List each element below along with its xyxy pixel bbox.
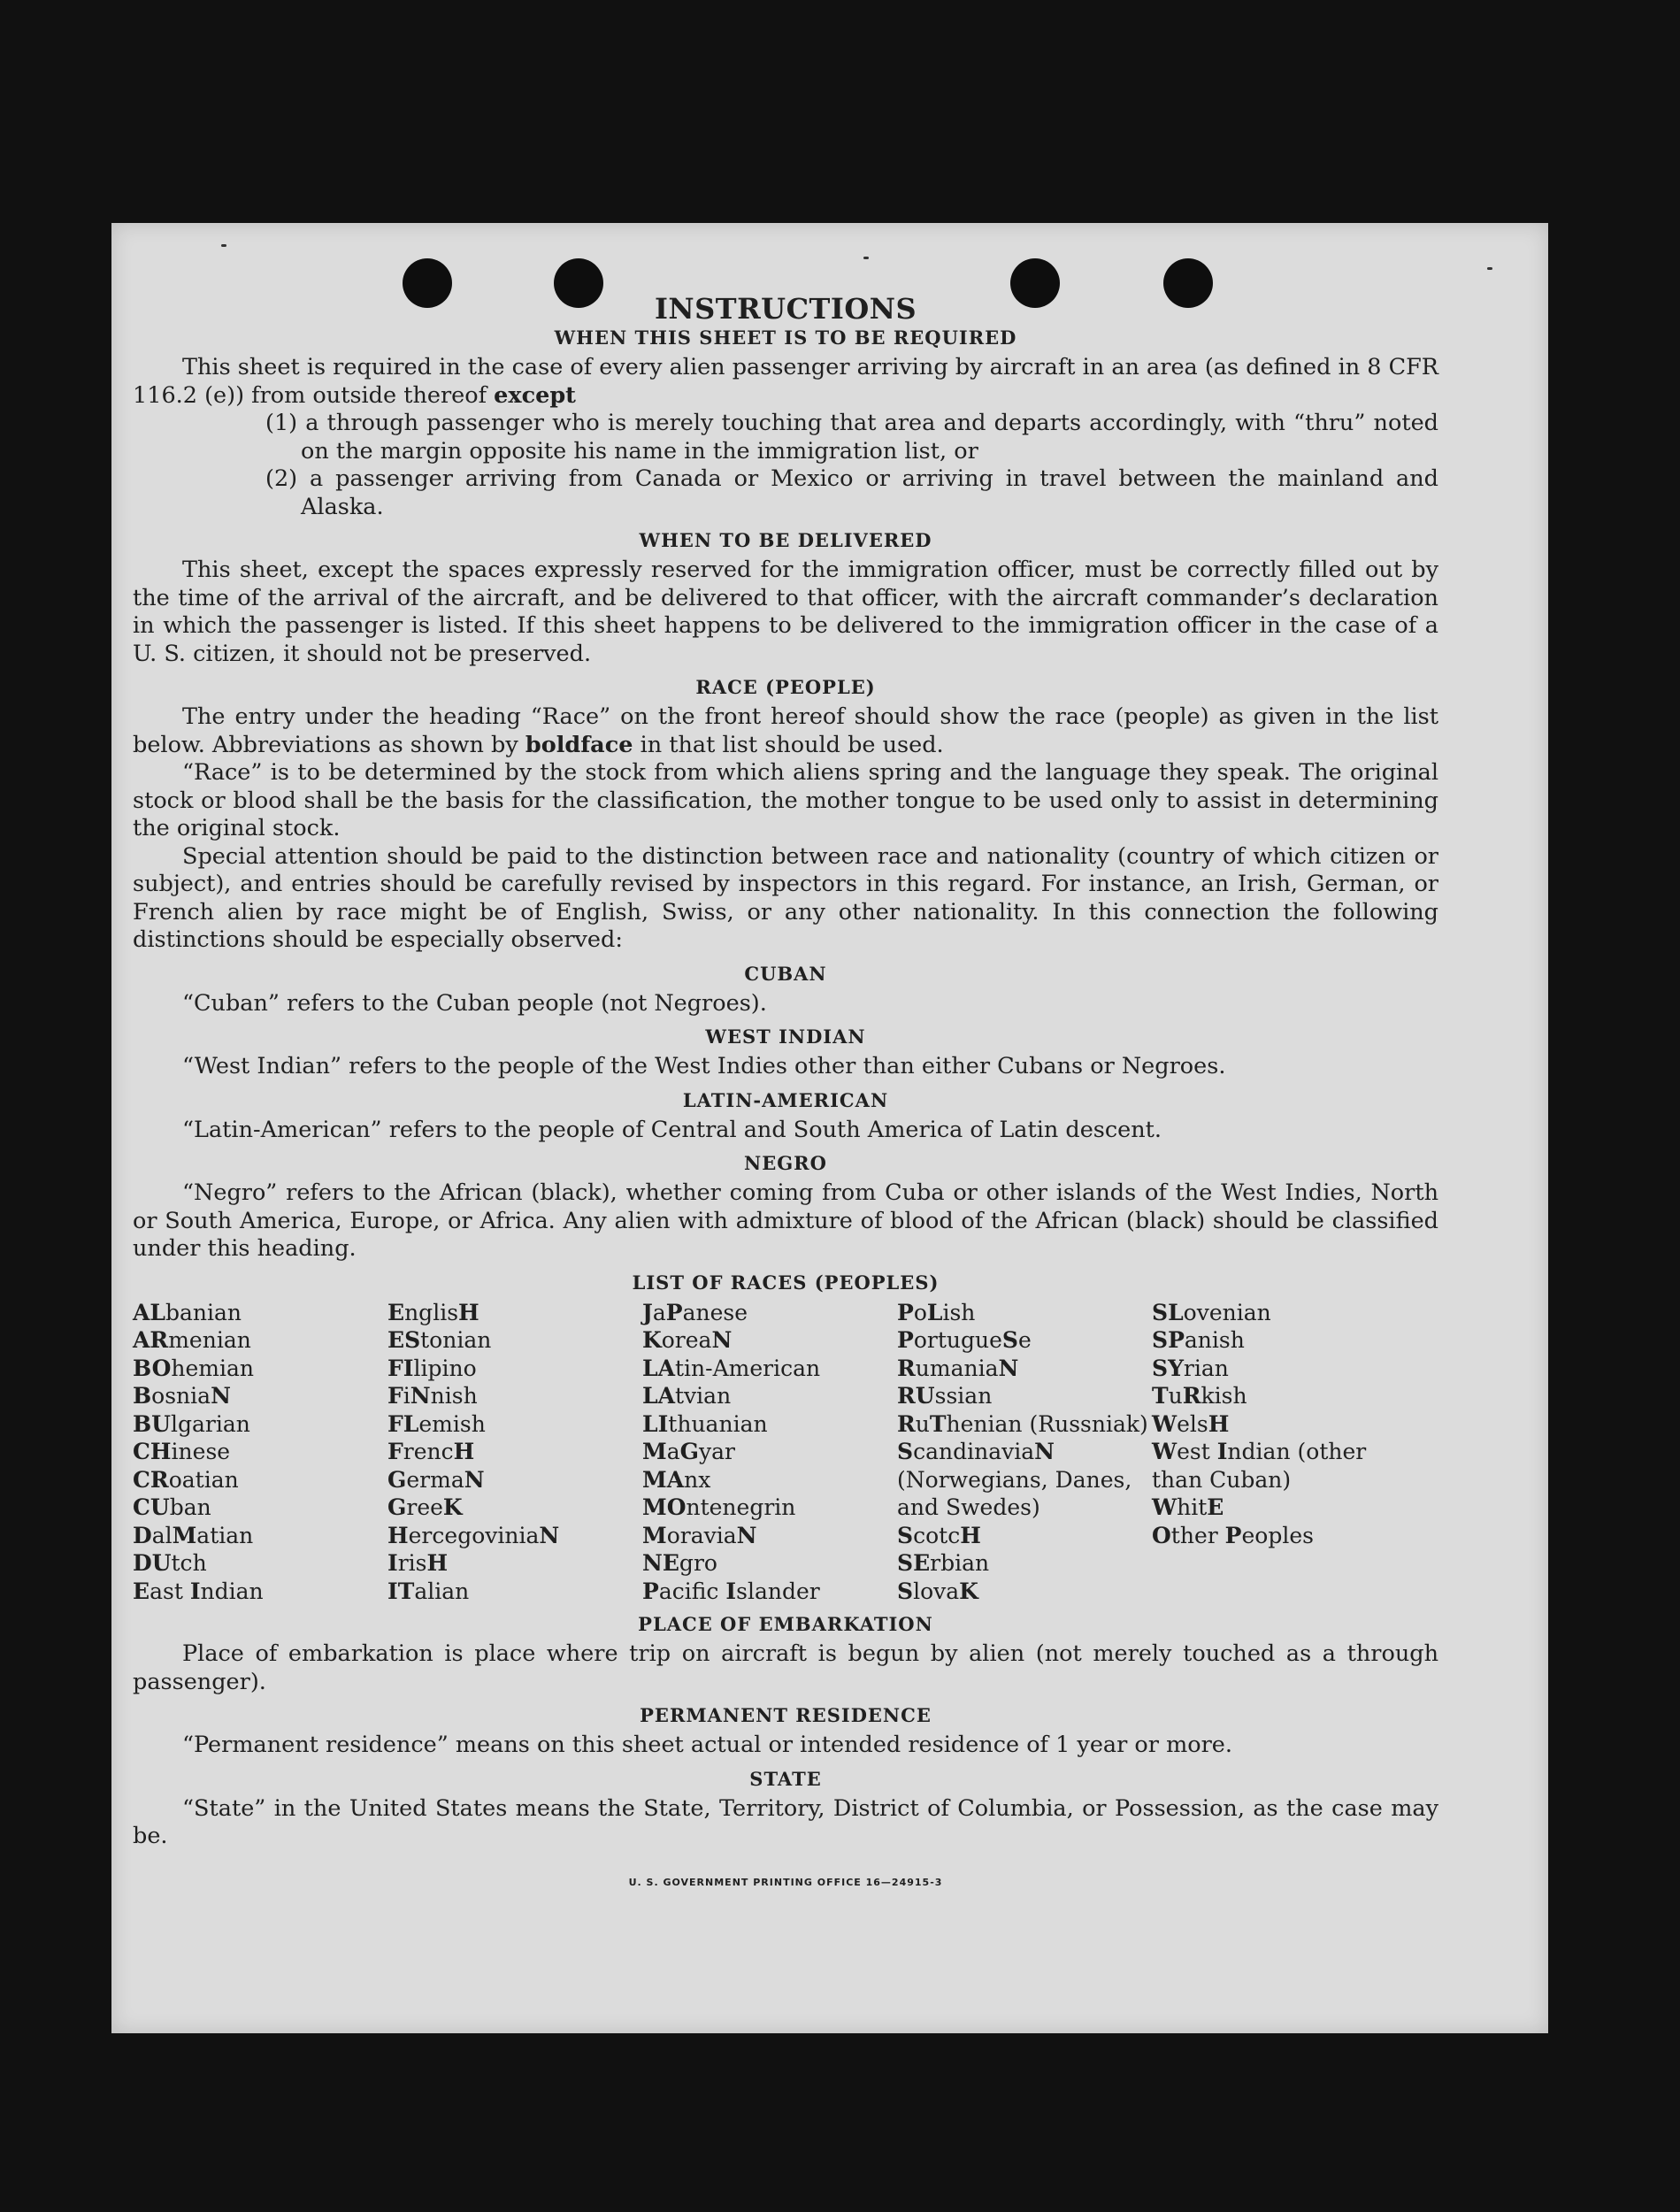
bold-term: except (494, 381, 576, 409)
paragraph: “Race” is to be determined by the stock from which aliens spring and the language they speak. The original stock or blood shall be the basis for the classification, the mother tongue to be used only to assist in determining the original stock. (133, 759, 1438, 841)
race-entry: LAtvian (642, 1383, 732, 1409)
race-entry: BosniaN (133, 1383, 231, 1409)
section-heading: NEGRO (744, 1152, 827, 1174)
races-column (897, 1299, 1152, 1606)
paragraph: Place of embarkation is place where trip on aircraft is begun by alien (not merely touched as a through passenger). (133, 1640, 1438, 1695)
races-list (133, 1299, 1438, 1606)
race-entry: RumaniaN (897, 1355, 1019, 1381)
race-entry: CRoatian (133, 1466, 239, 1493)
paragraph: Special attention should be paid to the distinction between race and nationality (country of which citizen or subject), and entries should be carefully revised by inspectors in this regard. For instance, an Irish, German, or French alien by race might be of English, Swiss, or any other nationality. In this connection the following distinctions should be especially observed: (133, 842, 1438, 953)
paragraph: “Latin-American” refers to the people of Central and South America of Latin descent. (182, 1116, 1162, 1143)
paragraph (133, 703, 1438, 759)
race-entry: CHinese (133, 1439, 231, 1464)
race-entry: RUssian (897, 1383, 993, 1409)
race-entry: ITalian (387, 1578, 470, 1604)
section-heading: LATIN-AMERICAN (682, 1088, 889, 1111)
race-entry: JaPanese (642, 1299, 748, 1325)
bold-term: boldface (525, 731, 633, 758)
race-entry: BOhemian (133, 1355, 255, 1381)
race-entry: BUlgarian (133, 1410, 250, 1437)
printer-imprint: U. S. GOVERNMENT PRINTING OFFICE 16—24915-3 (628, 1876, 943, 1888)
section-heading: PLACE OF EMBARKATION (638, 1613, 933, 1635)
race-entry: IrisH (387, 1550, 449, 1576)
section-heading: WHEN TO BE DELIVERED (639, 529, 932, 551)
race-entry: SlovaK (897, 1578, 978, 1604)
paragraph-text: The entry under the heading “Race” on the front hereof should show the race (people) as given in the list below. Abbreviations as shown by (133, 703, 1438, 758)
race-entry: HercegoviniaN (387, 1522, 560, 1548)
race-entry: SPanish (1152, 1327, 1245, 1353)
race-entry: ALbanian (133, 1299, 242, 1325)
section-heading: STATE (749, 1767, 822, 1790)
race-entry: LAtin-American (642, 1355, 821, 1381)
race-entry: KoreaN (642, 1327, 733, 1353)
race-entry: MOntenegrin (642, 1494, 796, 1520)
race-entry: GermaN (387, 1466, 485, 1493)
section-heading: LIST OF RACES (PEOPLES) (632, 1271, 940, 1294)
race-entry: LIthuanian (642, 1410, 768, 1437)
race-entry: CUban (133, 1494, 211, 1520)
paragraph: “State” in the United States means the State, Territory, District of Columbia, or Possession, as the case may be. (133, 1794, 1438, 1849)
paragraph (133, 354, 1438, 410)
instructions-body (133, 292, 1438, 1896)
race-entry: DUtch (133, 1550, 207, 1576)
race-entry: NEgro (642, 1550, 717, 1576)
race-entry: FrencH (387, 1439, 475, 1464)
paragraph-text: This sheet is required in the case of every alien passenger arriving by aircraft in an area (as defined in 8 CFR 116.2 (e)) from outside thereof (133, 354, 1438, 409)
race-entry: Pacifc Islander (642, 1578, 820, 1604)
race-entry: East Indian (133, 1578, 264, 1604)
race-entry: MaGyar (642, 1439, 735, 1464)
race-entry: MAnx (642, 1466, 711, 1493)
races-column (1152, 1299, 1417, 1606)
race-entry: TuRkish (1152, 1383, 1247, 1409)
race-entry: WhitE (1152, 1494, 1224, 1520)
race-entry: GreeK (387, 1494, 463, 1520)
race-entry: WelsH (1152, 1410, 1230, 1437)
section-heading: PERMANENT RESIDENCE (640, 1704, 932, 1726)
paragraph: “Negro” refers to the African (black), whether coming from Cuba or other islands of the West Indies, North or South America, Europe, or Africa. Any alien with admixture of blood of the African (black) should be classified under this heading. (133, 1179, 1438, 1262)
race-entry: ScandinaviaN (Norwegians, Danes, and Swedes) (897, 1439, 1132, 1520)
section-heading: WEST INDIAN (705, 1025, 866, 1048)
paragraph: “Permanent residence” means on this sheet actual or intended residence of 1 year or more. (182, 1732, 1232, 1758)
list-item: (2) a passenger arriving from Canada or Mexico or arriving in travel between the mainland and Alaska. (265, 465, 1438, 520)
section-heading: RACE (PEOPLE) (695, 676, 876, 698)
races-column (133, 1299, 387, 1606)
paragraph-text: in that list should be used. (633, 731, 944, 758)
ink-speck (1487, 267, 1492, 270)
races-column (387, 1299, 642, 1606)
page-title: INSTRUCTIONS (654, 292, 917, 326)
paragraph: This sheet, except the spaces expressly reserved for the immigration officer, must be correctly filled out by the time of the arrival of the aircraft, and be delivered to that officer, with the aircraft commander’s declaration in which the passenger is listed. If this sheet happens to be delivered to the immigration officer in the case of a U. S. citizen, it should not be preserved. (133, 557, 1438, 667)
race-entry: DalMatian (133, 1522, 254, 1548)
ink-speck (863, 257, 869, 259)
document-sheet (111, 223, 1548, 2033)
race-entry: ARmenian (133, 1327, 251, 1353)
race-entry: SLovenian (1152, 1299, 1271, 1325)
race-entry: EnglisH (387, 1299, 479, 1325)
race-entry: FIlipino (387, 1355, 477, 1381)
races-column (642, 1299, 897, 1606)
section-heading: CUBAN (744, 962, 827, 985)
race-entry: EStonian (387, 1327, 492, 1353)
list-item: (1) a through passenger who is merely touching that area and departs accordingly, with “thru” noted on the margin opposite his name in the immigration list, or (265, 410, 1438, 465)
ink-speck (221, 244, 226, 247)
race-entry: ScotcH (897, 1522, 981, 1548)
race-entry: Other Peoples (1152, 1522, 1314, 1548)
race-entry: PoLish (897, 1299, 976, 1325)
race-entry: West Indian (other than Cuban) (1152, 1439, 1367, 1493)
race-entry: FiNnish (387, 1383, 478, 1409)
race-entry: SErbian (897, 1550, 990, 1576)
paragraph: “Cuban” refers to the Cuban people (not Negroes). (182, 989, 767, 1017)
race-entry: PortugueSe (897, 1327, 1032, 1353)
section-heading: WHEN THIS SHEET IS TO BE REQUIRED (554, 326, 1017, 349)
paragraph: “West Indian” refers to the people of the West Indies other than either Cubans or Negroes. (182, 1053, 1226, 1079)
race-entry: RuThenian (Russniak) (897, 1410, 1148, 1437)
race-entry: FLemish (387, 1410, 486, 1437)
race-entry: MoraviaN (642, 1522, 757, 1548)
race-entry: SYrian (1152, 1355, 1229, 1381)
